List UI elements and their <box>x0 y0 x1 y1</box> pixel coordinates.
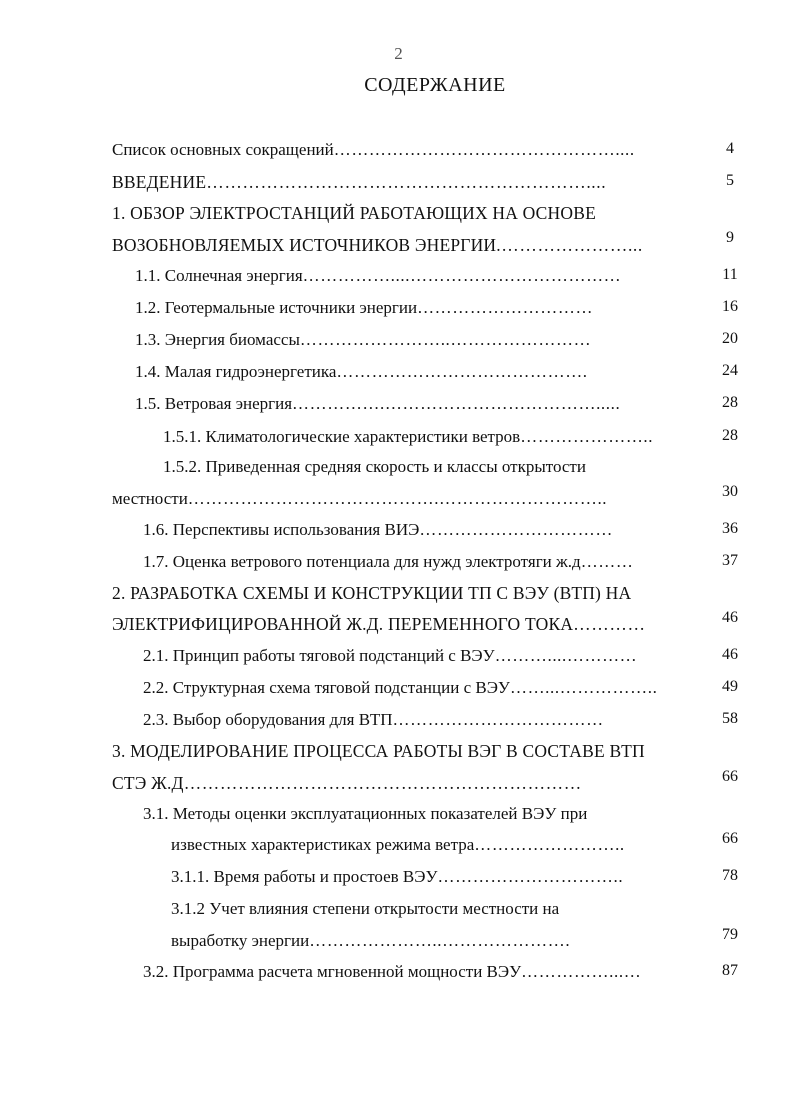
page-number: 2 <box>394 44 403 63</box>
toc-entry-3-1-2: 3.1.2 Учет влияния степени открытости местности на <box>171 899 560 918</box>
toc-page-number: 30 <box>722 483 738 500</box>
toc-page-number: 9 <box>726 229 734 246</box>
toc-entry-1-6: 1.6. Перспективы использования ВИЭ…………………………… <box>143 520 613 539</box>
toc-page-number: 20 <box>722 330 738 347</box>
page-title: СОДЕРЖАНИЕ <box>364 74 506 96</box>
toc-entry-3-1-2-cont: выработку энергии…………………..…………………. <box>171 931 571 950</box>
toc-page-number: 11 <box>722 266 738 283</box>
toc-entry-chapter-3: 3. МОДЕЛИРОВАНИЕ ПРОЦЕССА РАБОТЫ ВЭГ В СОСТАВЕ ВТП <box>112 741 645 761</box>
toc-page-number: 28 <box>722 394 738 411</box>
toc-entry-chapter-2-cont: ЭЛЕКТРИФИЦИРОВАННОЙ Ж.Д. ПЕРЕМЕННОГО ТОКА………… <box>112 614 646 634</box>
toc-page-number: 87 <box>722 962 738 979</box>
toc-entry-abbreviations: Список основных сокращений………………………………………….... <box>112 140 635 159</box>
toc-entry-3-2: 3.2. Программа расчета мгновенной мощности ВЭУ……………...… <box>143 962 642 981</box>
toc-entry-3-1-1: 3.1.1. Время работы и простоев ВЭУ………………………….. <box>171 867 624 886</box>
toc-entry-1-5-2-cont: местности…………………………………….……………………….. <box>112 489 608 508</box>
toc-entry-1-1: 1.1. Солнечная энергия……………....……………………………… <box>135 266 622 285</box>
toc-entry-1-3: 1.3. Энергия биомассы……………………..…………………… <box>135 330 592 349</box>
toc-page-number: 36 <box>722 520 738 537</box>
toc-page-number: 78 <box>722 867 738 884</box>
toc-page-number: 24 <box>722 362 738 379</box>
toc-page-number: 79 <box>722 926 738 943</box>
toc-page-number: 46 <box>722 609 738 626</box>
toc-entry-1-5-1: 1.5.1. Климатологические характеристики ветров………………….. <box>163 427 654 446</box>
toc-page-number: 49 <box>722 678 738 695</box>
toc-page-number: 46 <box>722 646 738 663</box>
toc-entry-1-4: 1.4. Малая гидроэнергетика……………………………………. <box>135 362 588 381</box>
toc-page-number: 66 <box>722 830 738 847</box>
toc-entry-3-1: 3.1. Методы оценки эксплуатационных показателей ВЭУ при <box>143 804 588 823</box>
toc-page-number: 37 <box>722 552 738 569</box>
toc-entry-chapter-1: 1. ОБЗОР ЭЛЕКТРОСТАНЦИЙ РАБОТАЮЩИХ НА ОСНОВЕ <box>112 203 596 223</box>
toc-page-number: 66 <box>722 768 738 785</box>
toc-entry-chapter-1-cont: ВОЗОБНОВЛЯЕМЫХ ИСТОЧНИКОВ ЭНЕРГИИ.…………………... <box>112 235 643 255</box>
toc-entry-chapter-3-cont: СТЭ Ж.Д………………………………………………………… <box>112 773 582 793</box>
toc-entry-1-5: 1.5. Ветровая энергия…………….………………………………..... <box>135 394 621 413</box>
toc-entry-3-1-cont: известных характеристиках режима ветра…………………….. <box>171 835 625 854</box>
toc-entry-2-2: 2.2. Структурная схема тяговой подстанции с ВЭУ……...…………….. <box>143 678 658 697</box>
toc-entry-1-5-2: 1.5.2. Приведенная средняя скорость и классы открытости <box>163 457 586 476</box>
toc-page-number: 5 <box>726 172 734 189</box>
toc-entry-2-3: 2.3. Выбор оборудования для ВТП……………………………… <box>143 710 604 729</box>
toc-entry-chapter-2: 2. РАЗРАБОТКА СХЕМЫ И КОНСТРУКЦИИ ТП С ВЭУ (ВТП) НА <box>112 583 632 603</box>
toc-entry-1-7: 1.7. Оценка ветрового потенциала для нужд электротяги ж.д……… <box>143 552 634 571</box>
toc-page-number: 16 <box>722 298 738 315</box>
toc-entry-introduction: ВВЕДЕНИЕ……………………………………………………….... <box>112 172 607 192</box>
toc-entry-1-2: 1.2. Геотермальные источники энергии………………………… <box>135 298 594 317</box>
toc-page-number: 4 <box>726 140 734 157</box>
toc-page-number: 58 <box>722 710 738 727</box>
toc-page-number: 28 <box>722 427 738 444</box>
toc-entry-2-1: 2.1. Принцип работы тяговой подстанций с ВЭУ………....………… <box>143 646 638 665</box>
